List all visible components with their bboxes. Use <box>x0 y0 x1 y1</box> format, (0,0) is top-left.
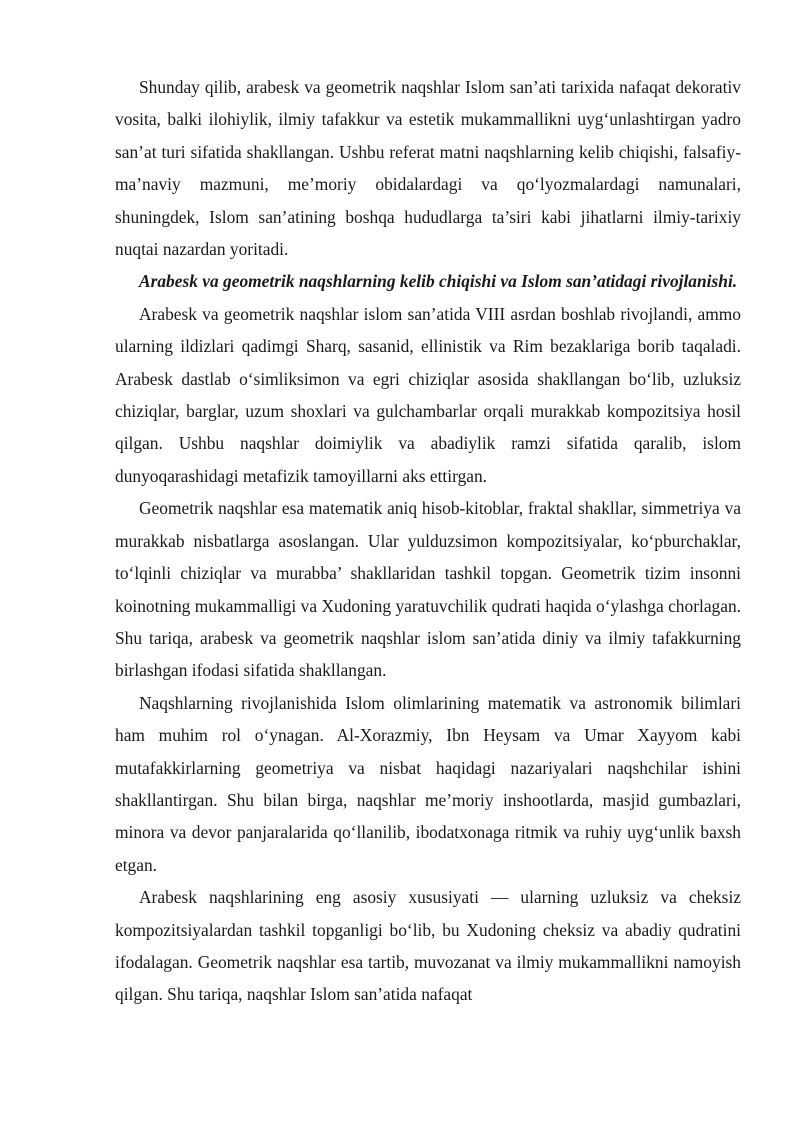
paragraph-geometric-patterns: Geometrik naqshlar esa matematik aniq hisob-kitoblar, fraktal shakllar, simmetriya va murakkab nisbatlarga asoslangan. Ular yulduzsimon kompozitsiyalar, ko‘pburchaklar, to‘lqinli chiziqlar va murabba’ shakllaridan tashkil topgan. Geometrik tizim insonni koinotning mukammalligi va Xudoning yaratuvchilik qudrati haqida o‘ylashga chorlagan. Shu tariqa, arabesk va geometrik naqshlar islom san’atida diniy va ilmiy tafakkurning birlashgan ifodasi sifatida shakllangan. <box>115 498 741 681</box>
paragraph-intro-summary: Shunday qilib, arabesk va geometrik naqshlar Islom san’ati tarixida nafaqat dekorativ vosita, balki ilohiylik, ilmiy tafakkur va estetik mukammallikni uyg‘unlashtirgan yadro san’at turi sifatida shakllangan. Ushbu referat matni naqshlarning kelib chiqishi, falsafiy-ma’naviy mazmuni, me’moriy obidalardagi va qo‘lyozmalardagi namunalari, shuningdek, Islom san’atining boshqa hududlarga ta’siri kabi jihatlarni ilmiy-tarixiy nuqtai nazardan yoritadi. <box>115 77 741 260</box>
paragraph-scholars-role: Naqshlarning rivojlanishida Islom olimlarining matematik va astronomik bilimlari ham muhim rol o‘ynagan. Al-Xorazmiy, Ibn Heysam va Umar Xayyom kabi mutafakkirlarning geometriya va nisbat haqidagi nazariyalari naqshchilar ishini shakllantirgan. Shu bilan birga, naqshlar me’moriy inshootlarda, masjid gumbazlari, minora va devor panjaralarida qo‘llanilib, ibodatxonaga ritmik va ruhiy uyg‘unlik baxsh etgan. <box>115 692 741 875</box>
paragraph-arabesk-origins: Arabesk va geometrik naqshlar islom san’atida VIII asrdan boshlab rivojlandi, ammo ularning ildizlari qadimgi Sharq, sasanid, ellinistik va Rim bezaklariga borib taqaladi. Arabesk dastlab o‘simliksimon va egri chiziqlar asosida shakllangan bo‘lib, uzluksiz chiziqlar, barglar, uzum shoxlari va gulchambarlar orqali murakkab kompozitsiya hosil qilgan. Ushbu naqshlar doimiylik va abadiylik ramzi sifatida qaralib, islom dunyoqarashidagi metafizik tamoyillarni aks ettirgan. <box>115 303 741 486</box>
section-heading: Arabesk va geometrik naqshlarning kelib chiqishi va Islom san’atidagi rivojlanishi. <box>139 271 738 292</box>
document-page <box>115 71 741 1011</box>
paragraph-arabesk-features: Arabesk naqshlarining eng asosiy xususiyati — ularning uzluksiz va cheksiz kompozitsiyalardan tashkil topganligi bo‘lib, bu Xudoning cheksiz va abadiy qudratini ifodalagan. Geometrik naqshlar esa tartib, muvozanat va ilmiy mukammallikni namoyish qilgan. Shu tariqa, naqshlar Islom san’atida nafaqat <box>115 887 741 1005</box>
